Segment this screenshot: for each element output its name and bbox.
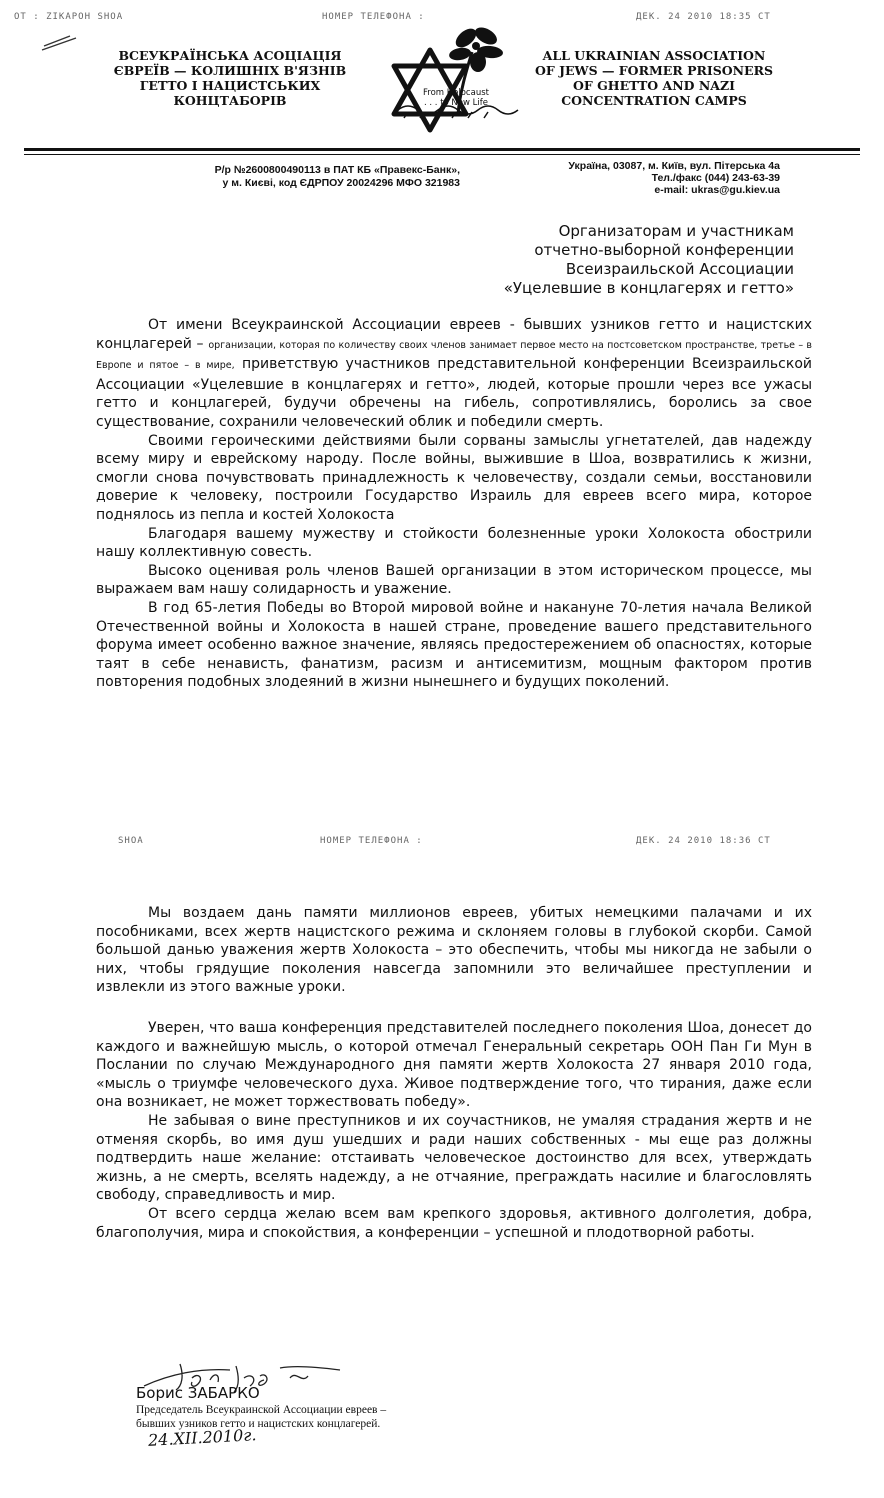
bank-details: Р/р №2600800490113 в ПАТ КБ «Правекс-Банк», у м. Києві, код ЄДРПОУ 20024296 МФО 321983 [214,164,460,189]
recipient-block: Организаторам и участникам отчетно-выборной конференции Всеизраильской Ассоциации «Уцелевшие в концлагерях и гетто» [503,222,794,297]
letterhead-rule-thick [24,148,860,151]
handwritten-date: 24.XII.2010г. [147,1425,257,1450]
paragraph-5: В год 65-летия Победы во Второй мировой войне и накануне 70-летия начала Великой Отечественной войны и Холокоста в нашей стране, проведение вашего представительного форума имеет особенно важное значение, являясь предостережением об опасностях, которые таят в себе ненависть, фанатизм, расизм и антисемитизм, мощным фактором против повторения подобных злодеяний в жизни нынешнего и будущих поколений. [96,599,812,691]
paragraph-9: От всего сердца желаю всем вам крепкого здоровья, активного долголетия, добра, благополучия, мира и спокойствия, а конференции – успешной и плодотворной работы. [96,1205,812,1241]
org-name-ukrainian: ВСЕУКРАЇНСЬКА АСОЦІАЦІЯ ЄВРЕЇВ — КОЛИШНІХ В'ЯЗНІВ ГЕТТО І НАЦИСТСЬКИХ КОНЦТАБОРІВ [113,48,347,108]
logo-caption: From Holocaust . . . to New Life [423,88,489,108]
fax-from: SHOA [118,836,144,846]
signer-title: Председатель Всеукраинской Ассоциации евреев – бывших узников гетто и нацистских концлагерей. [136,1404,387,1430]
contact-address: Україна, 03087, м. Київ, вул. Пітерська 4а Тел./факс (044) 243-63-39 e-mail: ukras@gu.kiev.ua [568,160,780,196]
letterhead-rule-thin [24,154,860,155]
fax-phone-label: НОМЕР ТЕЛЕФОНА : [320,836,423,846]
paragraph-2: Своими героическими действиями были сорваны замыслы угнетателей, дав надежду всему миру и еврейскому народу. После войны, выжившие в Шоа, возвратились к жизни, смогли снова почувствовать принадлежность к человечеству, создали семьи, восстановили доверие к человеку, построили Государство Израиль для евреев всего мира, которое поднялось из пепла и костей Холокоста [96,432,812,523]
paragraph-8: Не забывая о вине преступников и их соучастников, не умаляя страдания жертв и не отменяя скорбь, во имя душ ушедших и ради наших собственных - мы еще раз должны подтвердить наше желание: отстаивать человеческое достоинство для всех, утверждать жизнь, а не смерть, вселять надежду, а не отчаяние, преграждать насилие и благословлять свободу, справедливость и мир. [96,1112,812,1204]
letter-body-part1 [96,316,812,692]
paragraph-1: От имени Всеукраинской Ассоциации евреев - бывших узников гетто и нацистских концлагерей – организации, которая по количеству своих членов занимает первое место на постсоветском пространстве, третье – в Европе и пятое – в мире, приветствую участников представительной конференции Всеизраильской Ассоциации «Уцелевшие в концлагерях и гетто», людей, которые прошли через все ужасы гетто и концлагерей, будучи обречены на гибель, сопротивлялись, боролись за свое существование, сохранили человеческий облик и победили смерть. [96,317,813,430]
letter-body-part2 [96,904,812,1242]
fax-from: ОТ : ZIKAPOH SHOA [14,12,124,22]
fax-header-second-page [0,836,884,850]
paragraph-4: Высоко оценивая роль членов Вашей организации в этом историческом процессе, мы выражаем вам нашу солидарность и уважение. [96,562,812,598]
hand-mark-icon [40,34,80,54]
fax-date: ДЕК. 24 2010 18:36 СТ [636,836,771,846]
fax-date: ДЕК. 24 2010 18:35 СТ [636,12,771,22]
signer-name: Борис ЗАБАРКО [136,1384,260,1402]
paragraph-7: Уверен, что ваша конференция представителей последнего поколения Шоа, донесет до каждого и важнейшую мысль, о которой отмечал Генеральный секретарь ООН Пан Ги Мун в Послании по случаю Международного дня памяти жертв Холокоста 27 января 2010 года, «мысль о триумфе человеческого духа. Живое подтверждение того, что тирания, даже если она возникает, не может торжествовать победу». [96,1019,812,1111]
fax-phone-label: НОМЕР ТЕЛЕФОНА : [322,12,425,22]
paragraph-3: Благодаря вашему мужеству и стойкости болезненные уроки Холокоста обострили нашу коллективную совесть. [96,525,812,561]
paragraph-6: Мы воздаем дань памяти миллионов евреев, убитых немецкими палачами и их пособниками, всех жертв нацистского режима и склоняем головы в глубокой скорби. Самой большой данью уважения жертв Холокоста – это обеспечить, чтобы мы никогда не забыли о них, чтобы грядущие поколения навсегда запомнили это величайшее преступлении и извлекли из этого важные уроки. [96,905,812,996]
paragraph-1-note: организации, которая по количеству своих членов занимает первое место на постсоветском пространстве, третье – в Европе и пятое – в мире, [96,339,813,372]
star-of-david-barbed-wire-flower-icon [390,22,526,146]
org-name-english: ALL UKRAINIAN ASSOCIATION OF JEWS — FORMER PRISONERS OF GHETTO AND NAZI CONCENTRATION CAMPS [534,48,773,108]
